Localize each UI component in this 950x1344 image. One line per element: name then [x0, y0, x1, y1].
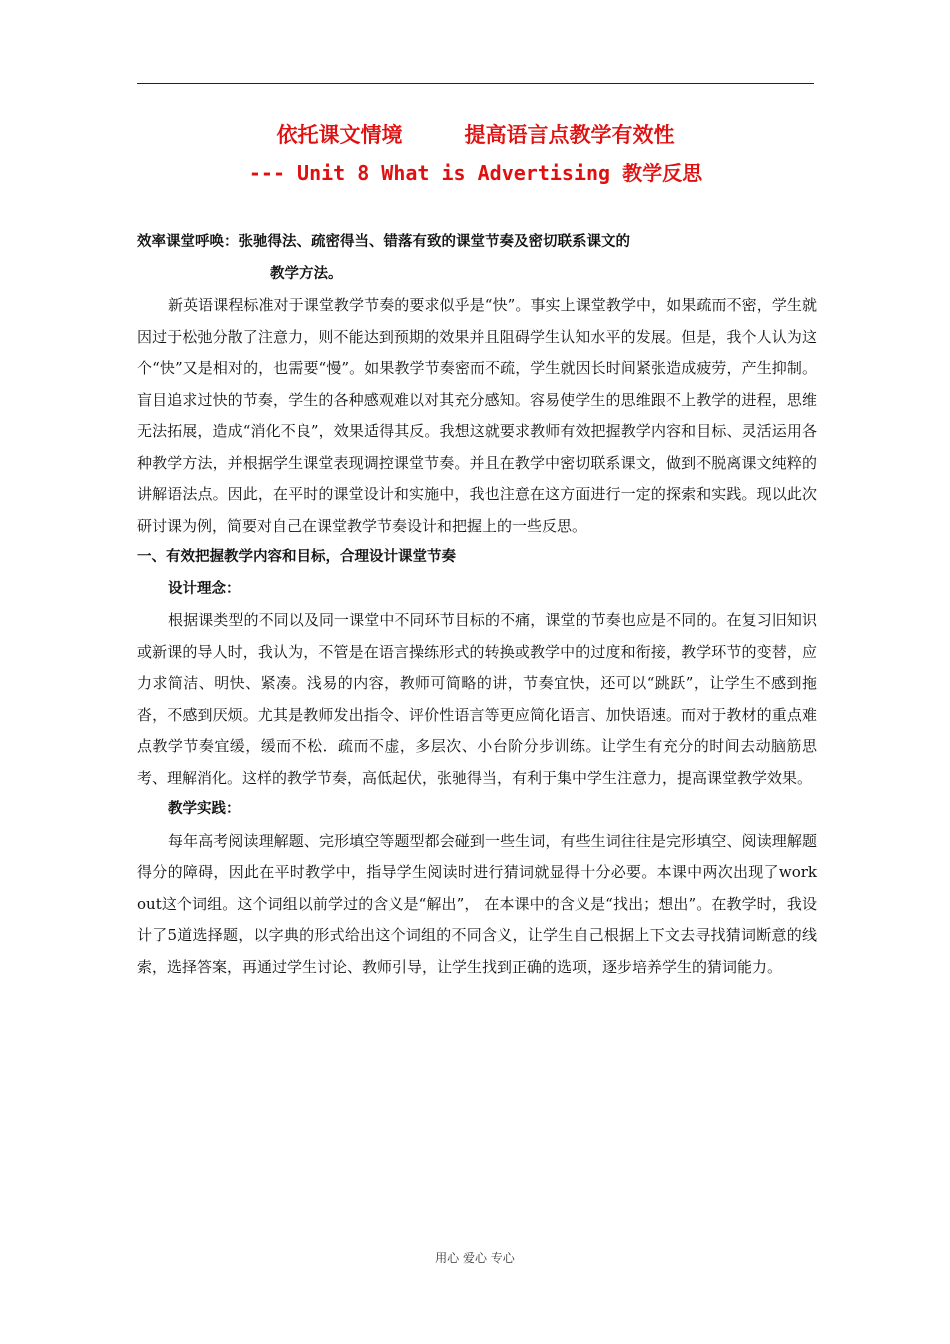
- document-body: [137, 227, 817, 983]
- intro-heading-continued: 教学方法。: [270, 265, 343, 282]
- title-part-1: 依托课文情境: [276, 123, 403, 147]
- page-footer: 用心 爱心 专心: [435, 1251, 515, 1265]
- practice-label: 教学实践：: [168, 801, 241, 817]
- section1-heading: 一、有效把握教学内容和目标，合理设计课堂节奏: [137, 549, 456, 565]
- document-title: [137, 120, 814, 150]
- title-part-2: 提高语言点教学有效性: [464, 123, 675, 147]
- header-rule: [137, 83, 814, 84]
- design-paragraph: 根据课类型的不同以及同一课堂中不同环节目标的不痛，课堂的节奏也应是不同的。在复习旧知识或新课的导人时，我认为，不管是在语言操练形式的转换或教学中的过度和衔接，教学环节的变替，应力求简洁、明快、紧凑。浅易的内容，教师可简略的讲，节奏宜快，还可以“跳跃”，让学生不感到拖沓，不感到厌烦。尤其是教师发出指令、评价性语言等更应简化语言、加快语速。而对于教材的重点难点教学节奏宜缓，缓而不松．疏而不虚，多层次、小台阶分步训练。让学生有充分的时间去动脑筋思考、理解消化。这样的教学节奏，高低起伏，张驰得当，有利于集中学生注意力，提高课堂教学效果。: [137, 611, 817, 787]
- intro-heading: 效率课堂呼唤：张驰得法、疏密得当、错落有致的课堂节奏及密切联系课文的: [137, 234, 630, 250]
- intro-paragraph: 新英语课程标准对于课堂教学节奏的要求似乎是“快”。事实上课堂教学中，如果疏而不密，学生就因过于松弛分散了注意力，则不能达到预期的效果并且阻碍学生认知水平的发展。但是，我个人认为这个“快”又是相对的，也需要“慢”。如果教学节奏密而不疏，学生就因长时间紧张造成疲劳，产生抑制。盲目追求过快的节奏，学生的各种感观难以对其充分感知。容易使学生的思维跟不上教学的进程，思维无法拓展，造成“消化不良”，效果适得其反。我想这就要求教师有效把握教学内容和目标、灵活运用各种教学方法，并根据学生课堂表现调控课堂节奏。并且在教学中密切联系课文，做到不脱离课文纯粹的讲解语法点。因此，在平时的课堂设计和实施中，我也注意在这方面进行一定的探索和实践。现以此次研讨课为例，简要对自己在课堂教学节奏设计和把握上的一些反思。: [137, 296, 817, 535]
- document-subtitle: --- Unit 8 What is Advertising 教学反思: [248, 161, 703, 185]
- practice-paragraph: 每年高考阅读理解题、完形填空等题型都会碰到一些生词，有些生词往往是完形填空、阅读理解题得分的障碍，因此在平时教学中，指导学生阅读时进行猜词就显得十分必要。本课中两次出现了work out这个词组。这个词组以前学过的含义是“解出”， 在本课中的含义是“找出；想出”。在教学时，我设计了5道选择题，以字典的形式给出这个词组的不同含义，让学生自己根据上下文去寻找猜词断意的线索，选择答案，再通过学生讨论、教师引导，让学生找到正确的选项，逐步培养学生的猜词能力。: [137, 831, 817, 976]
- design-label: 设计理念：: [168, 580, 241, 597]
